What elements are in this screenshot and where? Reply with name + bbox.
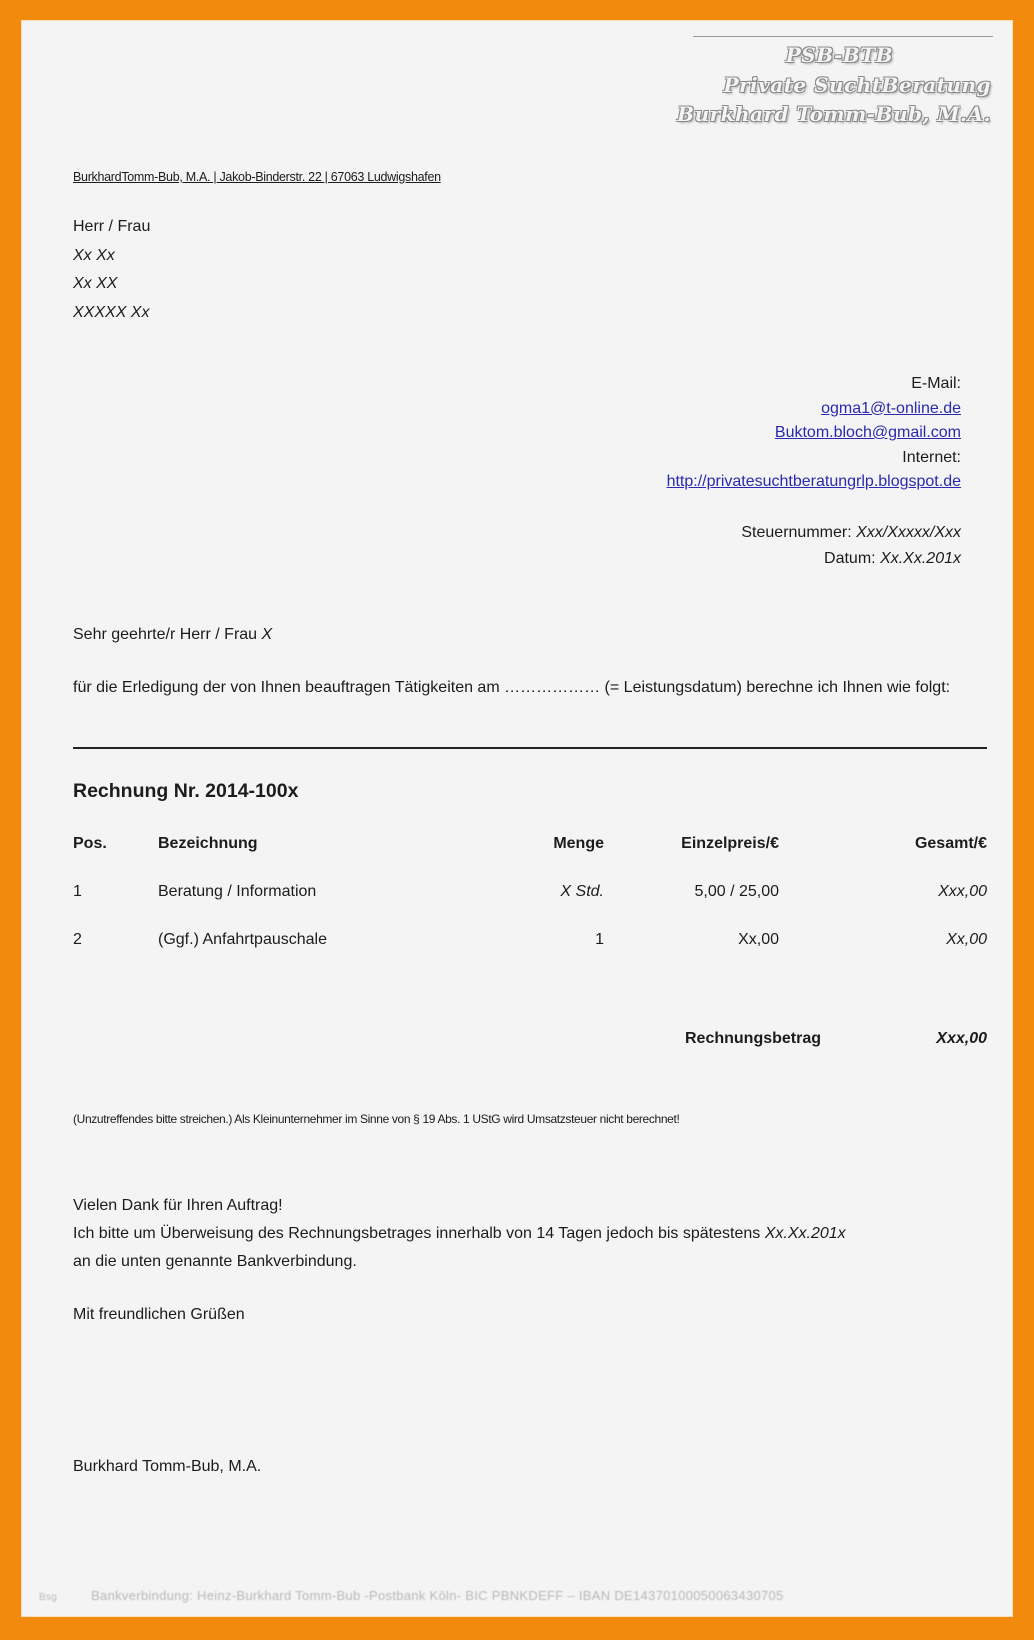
invoice-sum-label: Rechnungsbetrag — [685, 1030, 822, 1047]
letter-greeting — [73, 626, 272, 644]
row-pos: 2 — [73, 931, 82, 948]
invoice-page — [21, 20, 1013, 1617]
contact-block — [667, 372, 961, 495]
row-quantity: X Std. — [560, 883, 604, 900]
regards-line: Mit freundlichen Grüßen — [73, 1306, 245, 1323]
invoice-sum-value: Xxx,00 — [936, 1030, 987, 1047]
row-unit-price: Xx,00 — [738, 931, 779, 948]
header-unit-price: Einzelpreis/€ — [681, 835, 779, 852]
email-link-1[interactable]: ogma1@t-online.de — [821, 399, 961, 417]
sender-address-line: BurkhardTomm-Bub, M.A. | Jakob-Binderstr. 22 | 67063 Ludwigshafen — [73, 170, 441, 184]
website-link[interactable]: http://privatesuchtberatungrlp.blogspot.de — [666, 473, 961, 490]
email-label: E-Mail: — [911, 375, 961, 392]
table-header-row — [73, 835, 987, 883]
greeting-name: X — [261, 626, 273, 643]
tax-number-value: Xxx/Xxxxx/Xxx — [856, 524, 961, 541]
internet-label: Internet: — [902, 448, 961, 466]
table-row — [73, 883, 987, 931]
bank-details-footer — [39, 1588, 784, 1603]
recipient-salutation: Herr / Frau — [73, 218, 151, 235]
row-total: Xxx,00 — [938, 883, 987, 900]
tax-and-date-block — [741, 520, 961, 572]
letterhead-abbreviation: PSB-BTB — [785, 43, 893, 67]
payment-due-date: Xx.Xx.201x — [764, 1225, 846, 1242]
row-description: (Ggf.) Anfahrtpauschale — [158, 931, 327, 948]
invoice-table — [73, 835, 987, 979]
header-pos: Pos. — [73, 835, 107, 852]
invoice-title: Rechnung Nr. 2014-100x — [73, 780, 299, 802]
footer-bank-info: Bankverbindung: Heinz-Burkhard Tomm-Bub -Postbank Köln- BIC PBNKDEFF – IBAN DE14370100050063430705 — [91, 1588, 784, 1603]
email-link-2[interactable]: Buktom.bloch@gmail.com — [774, 424, 961, 441]
row-pos: 1 — [73, 883, 82, 900]
row-unit-price: 5,00 / 25,00 — [694, 883, 779, 900]
row-description: Beratung / Information — [158, 883, 317, 900]
thanks-line: Vielen Dank für Ihren Auftrag! — [73, 1197, 283, 1214]
section-divider — [73, 747, 987, 749]
row-quantity: 1 — [595, 931, 604, 948]
intro-paragraph: für die Erledigung der von Ihnen beauftragen Tätigkeiten am ……………… (= Leistungsdatum) berechne ich Ihnen wie folgt: — [73, 679, 951, 696]
letterhead-rule — [693, 36, 993, 37]
recipient-city: XXXXX Xx — [73, 303, 150, 321]
payment-text-continued: an die unten genannte Bankverbindung. — [73, 1253, 357, 1270]
closing-paragraph — [73, 1192, 846, 1276]
header-quantity: Menge — [553, 835, 604, 852]
recipient-name: Xx Xx — [73, 246, 115, 264]
row-total: Xx,00 — [946, 931, 987, 948]
table-row — [73, 931, 987, 979]
date-value: Xx.Xx.201x — [880, 550, 961, 567]
signature-name: Burkhard Tomm-Bub, M.A. — [73, 1458, 262, 1475]
header-total: Gesamt/€ — [914, 835, 987, 852]
letterhead-business-name: Private SuchtBeratung — [723, 73, 991, 97]
greeting-text: Sehr geehrte/r Herr / Frau — [73, 626, 258, 643]
tax-exemption-note: (Unzutreffendes bitte streichen.) Als Kleinunternehmer im Sinne von § 19 Abs. 1 UStG wird Umsatzsteuer nicht berechnet! — [73, 1112, 680, 1126]
payment-text: Ich bitte um Überweisung des Rechnungsbetrages innerhalb von 14 Tagen jedoch bis spätestens — [73, 1225, 761, 1242]
recipient-street: Xx XX — [73, 275, 118, 292]
letterhead-owner-name: Burkhard Tomm-Bub, M.A. — [677, 102, 991, 126]
tax-number-label: Steuernummer: — [741, 524, 852, 541]
footer-prefix: Bsg — [39, 1592, 58, 1603]
header-description: Bezeichnung — [158, 835, 258, 852]
date-label: Datum: — [824, 550, 876, 567]
recipient-address — [73, 213, 150, 327]
